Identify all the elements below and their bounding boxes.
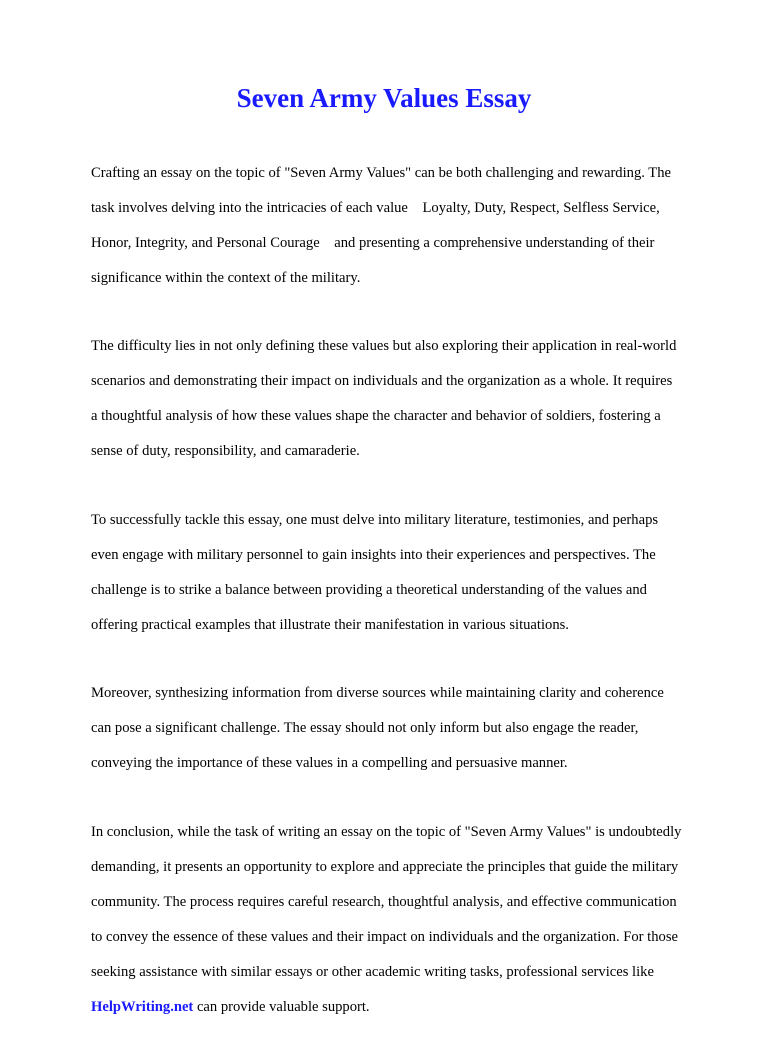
link-trailing-text: can provide valuable support. [193, 998, 370, 1015]
paragraph-synthesis [91, 668, 731, 791]
paragraph-line: Crafting an essay on the topic of "Seven Army Values" can be both challenging and rewarding. The [91, 164, 671, 181]
paragraph-line: significance within the context of the military. [91, 269, 361, 286]
paragraph-approach [91, 494, 731, 652]
paragraph-last-line [91, 999, 731, 1017]
paragraph-intro [91, 147, 731, 305]
paragraph-line: demanding, it presents an opportunity to explore and appreciate the principles that guide the military [91, 858, 679, 875]
paragraph-line: The difficulty lies in not only defining these values but also exploring their application in real-world [91, 338, 677, 354]
paragraph-line: a thoughtful analysis of how these values shape the character and behavior of soldiers, fostering a [91, 408, 661, 424]
paragraph-line: to convey the essence of these values and their impact on individuals and the organization. For those [91, 928, 678, 945]
paragraph-line: In conclusion, while the task of writing an essay on the topic of "Seven Army Values" is undoubtedly [91, 823, 682, 840]
document-body [91, 147, 731, 1050]
paragraph-line: scenarios and demonstrating their impact on individuals and the organization as a whole. It requires [91, 373, 673, 389]
paragraph-line: Moreover, synthesizing information from diverse sources while maintaining clarity and coherence [91, 685, 664, 701]
paragraph-line: can pose a significant challenge. The essay should not only inform but also engage the reader, [91, 720, 639, 736]
paragraph-line: community. The process requires careful research, thoughtful analysis, and effective communication [91, 893, 677, 910]
helpwriting-link[interactable]: HelpWriting.net [91, 998, 194, 1015]
paragraph-line: challenge is to strike a balance between providing a theoretical understanding of the values and [91, 581, 647, 598]
paragraph-difficulty [91, 321, 731, 479]
paragraph-line: To successfully tackle this essay, one must delve into military literature, testimonies, and perhaps [91, 511, 659, 528]
paragraph-conclusion [91, 806, 731, 1034]
paragraph-line: conveying the importance of these values in a compelling and persuasive manner. [91, 755, 568, 771]
document-title: Seven Army Values Essay [236, 83, 532, 113]
paragraph-line: offering practical examples that illustrate their manifestation in various situations. [91, 616, 569, 633]
paragraph-line: even engage with military personnel to gain insights into their experiences and perspectives. The [91, 546, 656, 563]
paragraph-line: task involves delving into the intricacies of each value Loyalty, Duty, Respect, Selfless Service, [91, 199, 660, 216]
paragraph-line: Honor, Integrity, and Personal Courage and presenting a comprehensive understanding of their [91, 234, 655, 251]
paragraph-line: sense of duty, responsibility, and camaraderie. [91, 443, 360, 459]
paragraph-line: seeking assistance with similar essays or other academic writing tasks, professional services like [91, 963, 654, 980]
